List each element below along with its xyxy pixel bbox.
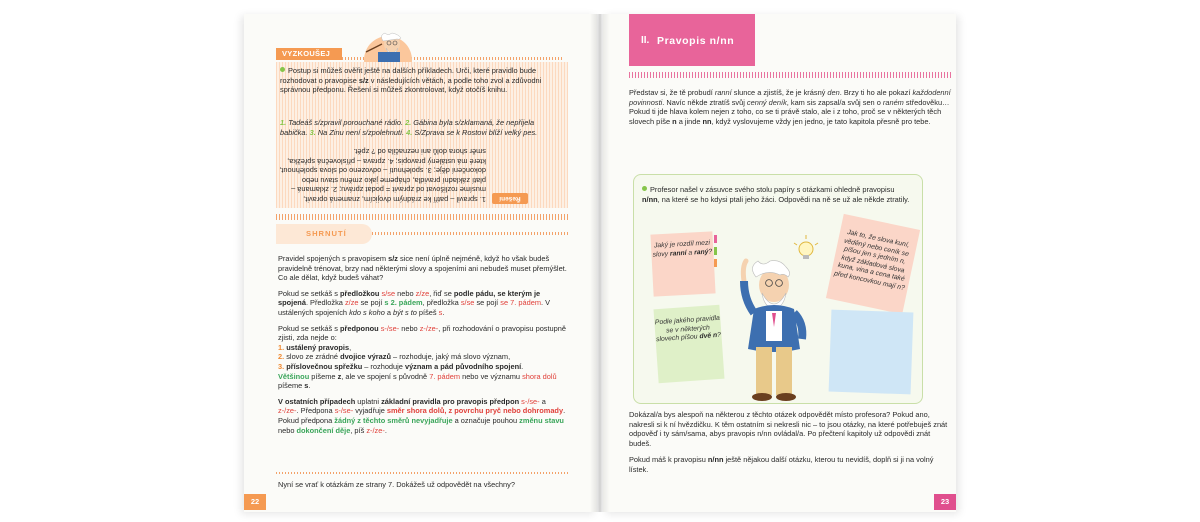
summary-heading-rule [372, 232, 568, 235]
summary-heading: SHRNUTÍ [276, 224, 372, 244]
right-page [603, 14, 956, 512]
try-it-heading: VYZKOUŠEJ [276, 48, 342, 60]
outro-paragraph-1: Dokázal/a bys alespoň na některou z těchto otázek odpovědět místo profesora? Pokud ano, nakresli si k ní hvězdičku. K těm ostatním si nekresli nic – to jsou otázky, na které potřebuješ znát odpověď i ty sám/sama, abys pravopis n/nn ovládal/a. Po přečtení kapitoly už odpovědi znát budeš. [629, 410, 948, 448]
pin-icon [714, 247, 717, 255]
bullet-dot-icon [642, 186, 647, 191]
chapter-intro: Představ si, že tě probudí ranní slunce a zjistíš, že je krásný den. Brzy ti ho ale pokazí každodenní povinnosti. Navíc někde ztratíš svůj cenný deník, kam sis zapsal/a svůj sen o raném středověku… Pokud ti jde hlava kolem nejen z toho, co se ti právě stalo, ale i z toho, proč se v některých těch slovech píše n a jinde nn, když vyslovujeme vždy jen jedno, je tato kapitola přesně pro tebe. [629, 88, 951, 126]
page-number-right: 23 [934, 494, 956, 510]
chapter-outro [629, 410, 951, 482]
chapter-heading [629, 14, 755, 66]
professor-illustration [726, 233, 838, 401]
summary-paragraph-2: Pokud se setkáš s předložkou s/se nebo z/ze, řiď se podle pádu, se kterým je spojená. Předložka z/ze se pojí s 2. pádem, předložka s/se se pojí se 7. pádem. V ustálených spojeních kdo s koho a být s to píšeš s. [278, 288, 551, 317]
summary-paragraph-1: Pravidel spojených s pravopisem s/z sice není úplně nejméně, když ho však budeš pravidelně trénovat, brzy nad některými slovy a spojeními ani nebudeš muset přemýšlet. Co ale dělat, když budeš váhat? [278, 254, 567, 283]
notes-box-intro: Profesor našel v zásuvce svého stolu papíry s otázkami ohledně pravopisu n/nn, na které se ho kdysi ptali jeho žáci. Odpovědi na ně se už ale někde ztratily. [642, 185, 910, 204]
pin-icon [714, 235, 717, 243]
try-it-tasks: 1. Tadeáš s/zpravil porouchané rádio. 2. Gábina byla s/zklamaná, že nepřijela babička. 3. Na Zinu není s/zpolehnutí. 4. S/Zprava se k Rostovi blíží velký pes. [280, 118, 538, 137]
question-note-1: Jaký je rozdíl mezi slovy ranní a raný? [650, 231, 715, 296]
final-question: Nyní se vrať k otázkám ze strany 7. Dokážeš už odpovědět na všechny? [278, 480, 515, 489]
question-notes-box [633, 174, 923, 404]
summary-paragraph-4: V ostatních případech uplatni základní pravidla pro pravopis předpon s-/se- a z-/ze-. Předpona s-/se- vyjadřuje směr shora dolů, z povrchu pryč nebo dohromady. Pokud předpona žádný z těchto směrů nevyjadřuje a označuje pouhou změnu stavu nebo dokončení děje, píš z-/ze-. [278, 396, 566, 435]
left-page [244, 14, 597, 512]
professor-small-illustration [362, 30, 414, 62]
chapter-rule [629, 72, 951, 78]
chapter-number: II. [641, 35, 650, 46]
question-note-2: Jak to, že slova kuní, věděný nebo ceník se píšou jen s jedním n, když základová slova kuna, vina a cena také před koncovkou mají n? [826, 214, 920, 314]
chapter-title: Pravopis n/nn [657, 35, 735, 47]
book-spine [590, 14, 610, 512]
solution-text: 1. spravil – patří ke zrádným dvojicím, znamená opravit, musíme rozlišovat od zpravit = podat zprávu; 2. zklamaná – platí základní pravidla, chápeme jako změnu stavu nebo dokončení děje; 3. spolehnutí – odvozeno od slova spolehnout, které má ustálený pravopis; 4. zprava – příslovečná spřežka, směr shora dolů ani neznačila od ? zpět. [279, 147, 486, 204]
summary-paragraph-3: Pokud se setkáš s předponou s-/se- nebo z-/ze-, při rozhodování o pravopisu postupně zjisti, zda nejde o: 1. ustálený pravopis, 2. slovo ze zrádné dvojice výrazů – rozhoduje, jaký má slovo význam, 3. příslovečnou spřežku – rozhoduje význam a pád původního spojení. Většinou píšeme z, ale ve spojení s původně 7. pádem nebo ve významu shora dolů píšeme s. [278, 323, 566, 391]
try-it-intro: Postup si můžeš ověřit ještě na dalších příkladech. Urči, které pravidlo bude rozhodovat o pravopise s/z v následujících větách, a podle toho zvol a zdůvodni správnou předponu. Řešení si můžeš zkontrolovat, když otočíš knihu. [280, 66, 542, 95]
question-note-3: Podle jakého pravidla se v některých slovech píšou dvě n? [653, 305, 724, 383]
summary-bottom-rule [276, 472, 568, 474]
pin-icon [714, 259, 717, 267]
summary-text [278, 254, 568, 441]
page-number-left: 22 [244, 494, 266, 510]
summary-top-rule [276, 214, 568, 220]
lightbulb-icon [794, 235, 818, 259]
solution-tag: Řešení [492, 193, 528, 204]
upside-down-solution [274, 148, 534, 206]
blank-note [829, 310, 914, 395]
bullet-dot-icon [280, 67, 285, 72]
outro-paragraph-2: Pokud máš k pravopisu n/nn ještě nějakou další otázku, kterou tu nevidíš, doplň si ji na volný lístek. [629, 455, 934, 474]
